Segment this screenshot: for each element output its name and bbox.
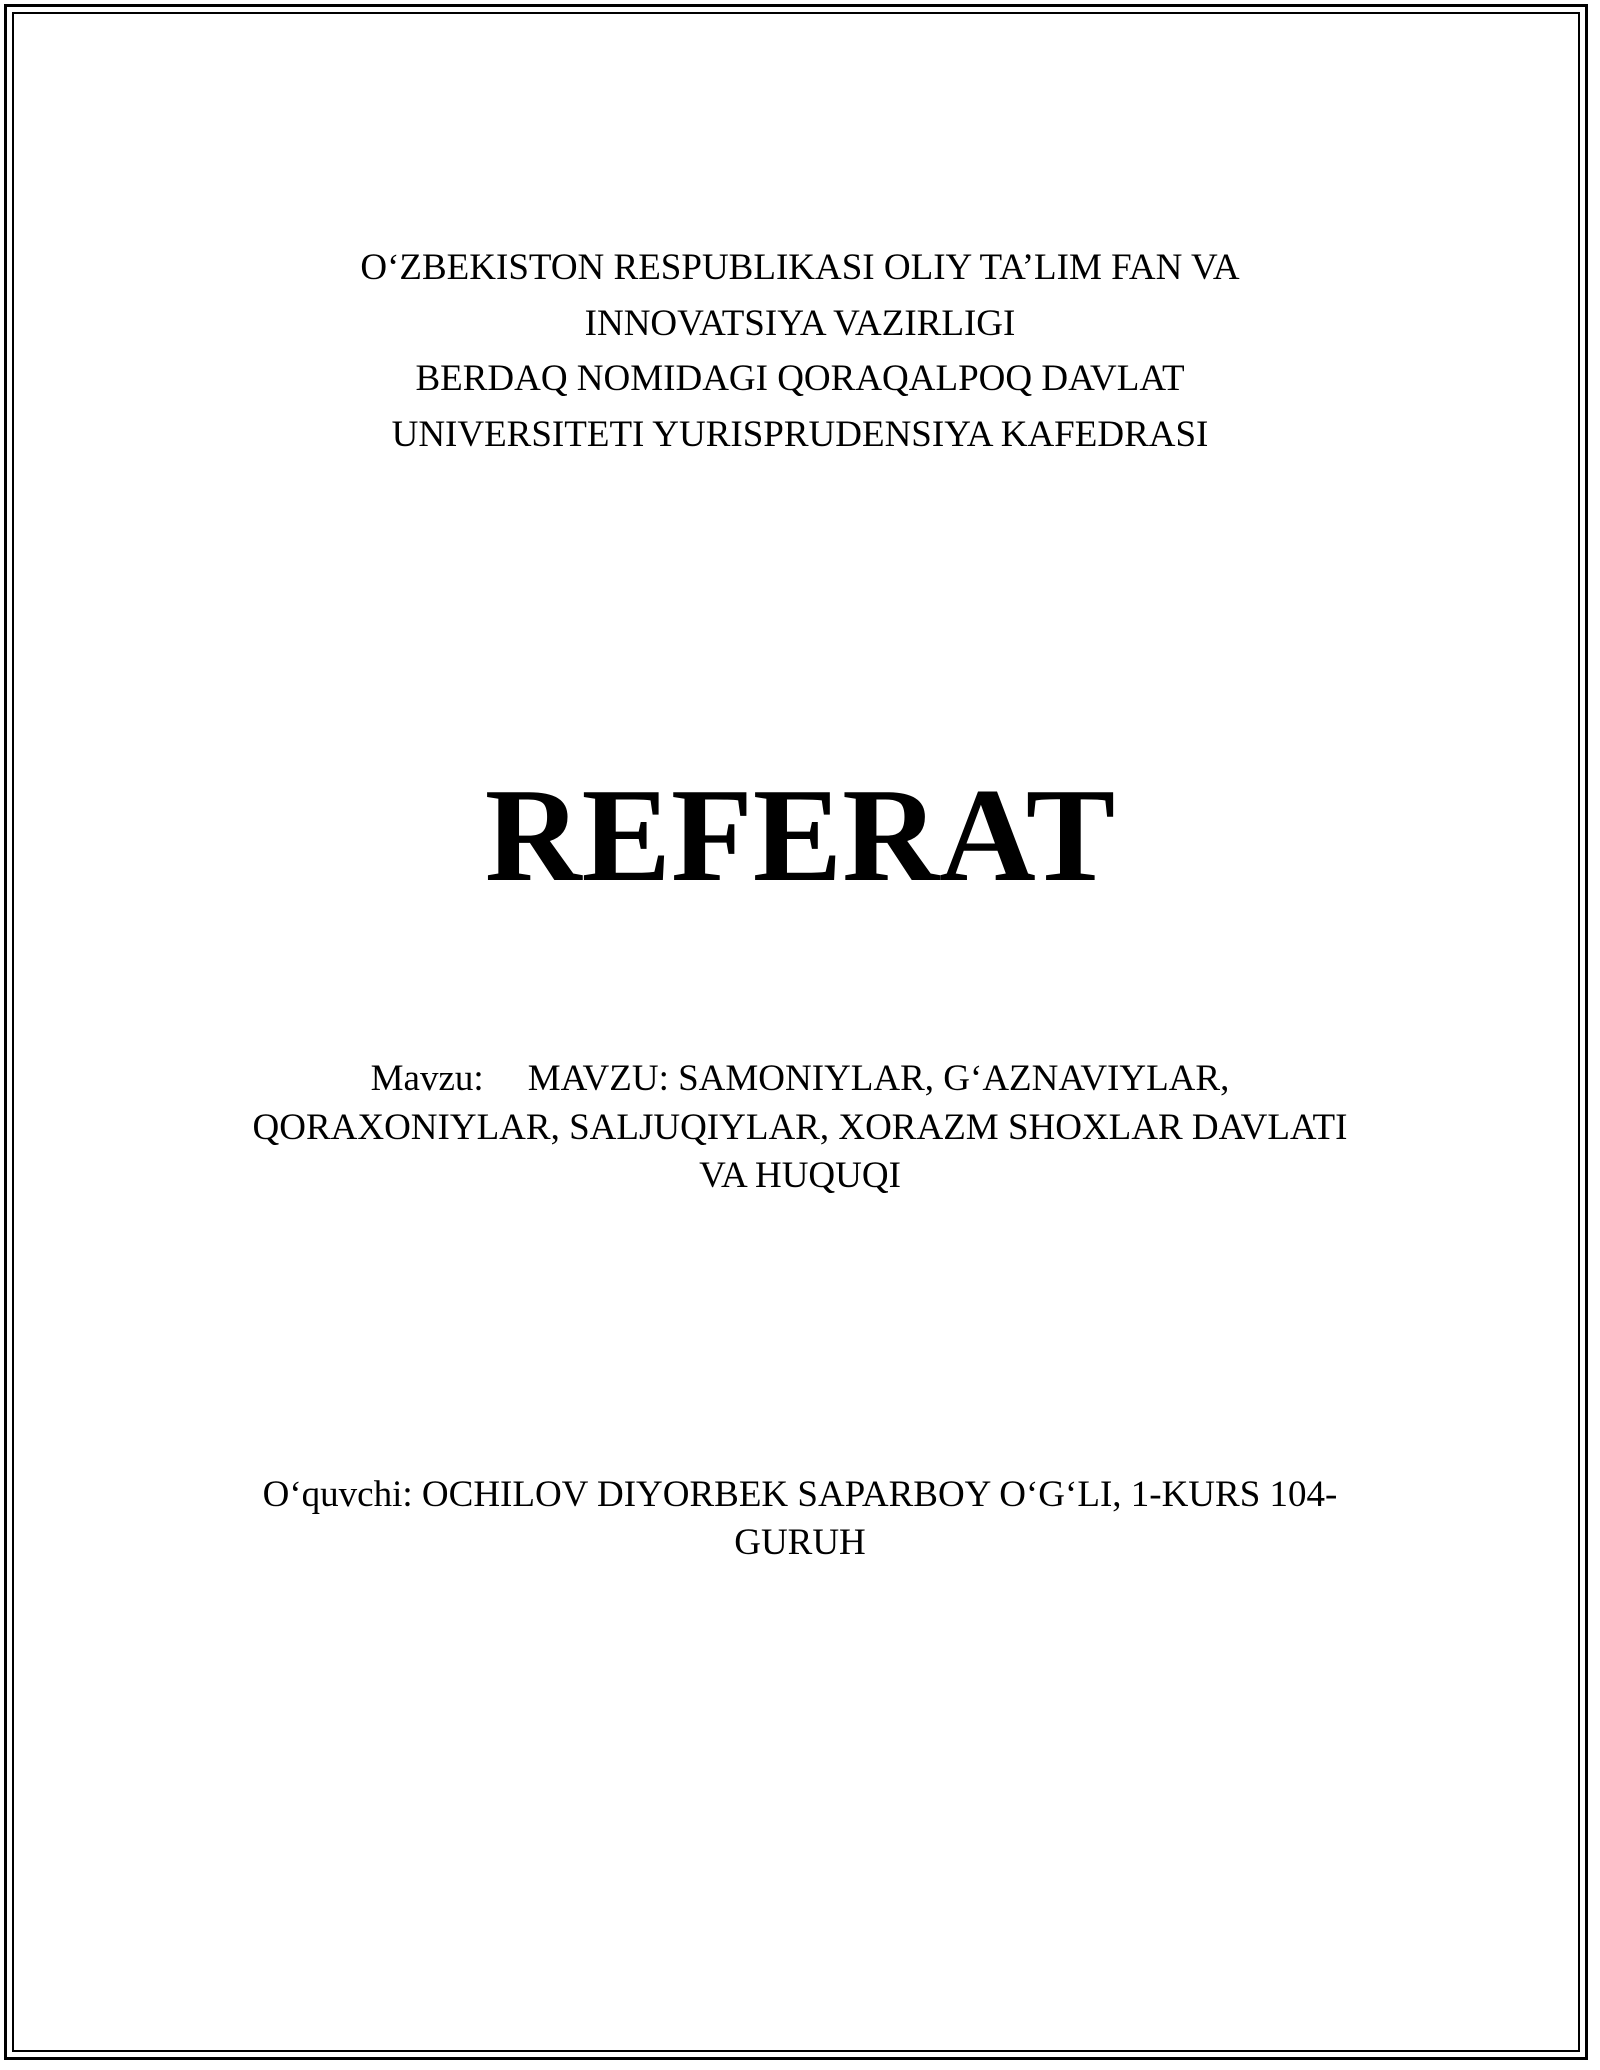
topic-line-2: QORAXONIYLAR, SALJUQIYLAR, XORAZM SHOXLAR DAVLATI xyxy=(252,1107,1348,1148)
header-line-4: UNIVERSITETI YURISPRUDENSIYA KAFEDRASI xyxy=(391,414,1209,455)
header-line-3: BERDAQ NOMIDAGI QORAQALPOQ DAVLAT xyxy=(415,358,1185,399)
student-line-2: GURUH xyxy=(734,1522,866,1563)
header-line-2: INNOVATSIYA VAZIRLIGI xyxy=(584,303,1016,344)
document-title: REFERAT xyxy=(484,761,1116,909)
topic-line-3: VA HUQUQI xyxy=(699,1155,901,1196)
topic-line-1 xyxy=(0,1057,1600,1101)
header-line-1: O‘ZBEKISTON RESPUBLIKASI OLIY TA’LIM FAN VA xyxy=(360,247,1240,288)
topic-label: Mavzu: xyxy=(370,1058,484,1099)
topic-text-1: MAVZU: SAMONIYLAR, G‘AZNAVIYLAR, xyxy=(527,1058,1230,1099)
student-line-1: O‘quvchi: OCHILOV DIYORBEK SAPARBOY O‘G‘LI, 1-KURS 104- xyxy=(262,1474,1338,1515)
